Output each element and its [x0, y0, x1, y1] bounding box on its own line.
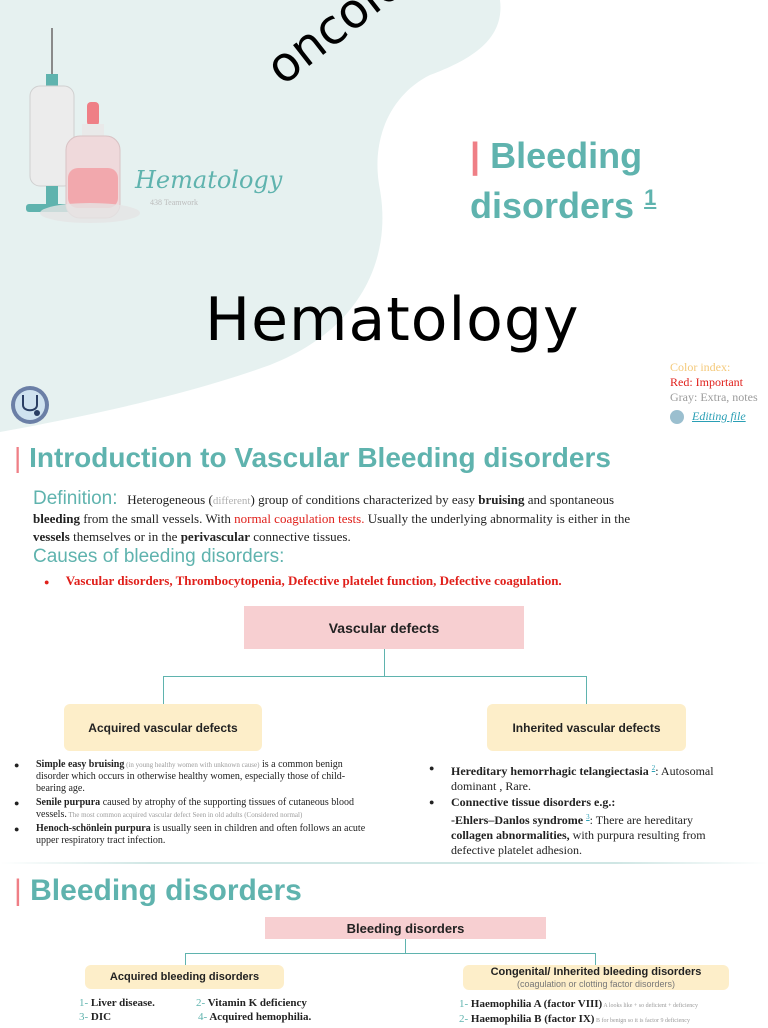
- congenital-subtitle: (coagulation or clotting factor disorders): [516, 978, 676, 989]
- item-text: with purpura resulting from defective platelet adhesion.: [451, 828, 706, 857]
- list-item: [79, 1010, 196, 1024]
- bleeding-heading: [14, 874, 302, 908]
- acquired-list: [6, 759, 372, 847]
- color-index-gray: Gray: Extra, notes: [670, 390, 758, 404]
- bleeding-bar: |: [14, 874, 22, 907]
- def-vessels: vessels: [33, 529, 70, 544]
- handwritten-hematology: Hematology: [205, 285, 580, 355]
- list-item: [6, 797, 372, 821]
- tree-connector: [405, 939, 406, 953]
- causes-text: Vascular disorders, Thrombocytopenia, Defective platelet function, Defective coagulation.: [65, 573, 562, 588]
- item-text: Liver disease.: [90, 997, 155, 1009]
- item-text: caused by atrophy of the supporting tissues of cutaneous blood vessels.: [36, 797, 355, 820]
- item-note: The most common acquired vascular defect Seen in old adults (Considered normal): [66, 811, 303, 819]
- title-line-2: disorders: [470, 185, 635, 226]
- list-item: [196, 996, 307, 1010]
- item-number: 4-: [198, 1011, 208, 1023]
- def-text: Heterogeneous (: [127, 492, 213, 507]
- item-text: is usually seen in children and often follows an acute upper respiratory tract infection.: [36, 823, 366, 846]
- item-note: A looks like + so deficient + deficiency: [602, 1003, 698, 1009]
- bleeding-heading-text: Bleeding disorders: [30, 874, 302, 907]
- definition-paragraph: [33, 490, 733, 546]
- item-text: Vitamin K deficiency: [207, 997, 307, 1009]
- item-text: is a common benign disorder which occurs in otherwise healthy women, especially those of child-bearing age.: [36, 759, 346, 794]
- tree-connector: [163, 676, 164, 704]
- title-footnote-link[interactable]: 1: [644, 185, 657, 210]
- def-text: from the small vessels. With: [79, 511, 235, 526]
- inherited-list: [421, 761, 741, 858]
- editing-file-icon: [670, 410, 684, 424]
- title-line-1: Bleeding: [490, 135, 643, 176]
- list-item: [421, 761, 741, 794]
- item-number: 1-: [79, 997, 89, 1009]
- acquired-vascular-box: Acquired vascular defects: [64, 704, 262, 751]
- causes-item: ● Vascular disorders, Thrombocytopenia, Defective platelet function, Defective coagulation.: [44, 573, 562, 588]
- list-item: [459, 998, 759, 1013]
- intro-heading-text: Introduction to Vascular Bleeding disorders: [29, 442, 611, 473]
- tree-connector: [185, 953, 595, 954]
- congenital-bleeding-box: [463, 965, 729, 990]
- item-text: : There are hereditary: [589, 813, 694, 827]
- color-index: [670, 360, 758, 424]
- tree-connector: [163, 676, 586, 677]
- tree-connector: [384, 649, 385, 676]
- item-bold: Senile purpura: [36, 797, 101, 808]
- item-number: 3-: [79, 1011, 89, 1023]
- list-row: [79, 996, 311, 1010]
- item-text: : Autosomal dominant , Rare.: [451, 764, 714, 793]
- item-number: 1-: [459, 998, 469, 1010]
- item-number: 2-: [196, 997, 206, 1009]
- color-index-heading: Color index:: [670, 360, 731, 374]
- item-text: Haemophilia A (factor VIII): [470, 998, 603, 1010]
- intro-heading: [14, 442, 611, 474]
- syringe-bottle-illustration: [20, 28, 150, 228]
- list-item: [421, 795, 741, 858]
- def-normal-tests: normal coagulation tests.: [234, 511, 365, 526]
- tree-connector: [586, 676, 587, 704]
- def-different: different: [212, 495, 251, 507]
- tree-connector: [595, 953, 596, 965]
- editing-file-link[interactable]: Editing file: [692, 409, 746, 423]
- item-bold: Henoch-schönlein purpura: [36, 823, 151, 834]
- footnote-link[interactable]: 2: [651, 764, 656, 772]
- def-bruising: bruising: [478, 492, 525, 507]
- item-text: Acquired hemophilia.: [209, 1011, 312, 1023]
- acquired-bleeding-box: Acquired bleeding disorders: [85, 965, 284, 989]
- item-note: (in young healthy women with unknown cause): [124, 761, 260, 769]
- logo-text: Hematology: [135, 166, 283, 194]
- inherited-vascular-box: Inherited vascular defects: [487, 704, 686, 751]
- item-bold: collagen abnormalities,: [451, 828, 570, 842]
- causes-heading: Causes of bleeding disorders:: [33, 546, 285, 567]
- item-note: B for benign so it is factor 9 deficiency: [594, 1018, 690, 1024]
- list-item: [459, 1013, 759, 1028]
- item-text: DIC: [90, 1011, 112, 1023]
- definition-label: Definition:: [33, 488, 118, 509]
- congenital-title: Congenital/ Inherited bleeding disorders: [490, 965, 702, 978]
- def-text: and spontaneous: [524, 492, 615, 507]
- stethoscope-icon: [10, 385, 50, 425]
- logo-subtext: 438 Teamwork: [150, 198, 198, 207]
- def-text: ) group of conditions characterized by easy: [250, 492, 479, 507]
- item-bold: -Ehlers–Danlos syndrome: [451, 813, 584, 827]
- item-text: Haemophilia B (factor IX): [470, 1013, 595, 1025]
- footnote-link[interactable]: 3: [586, 813, 590, 821]
- list-row: [79, 1010, 311, 1024]
- def-bleeding: bleeding: [33, 511, 80, 526]
- item-number: 2-: [459, 1013, 469, 1025]
- list-item: [79, 996, 196, 1010]
- item-bold: Hereditary hemorrhagic telangiectasia: [451, 764, 649, 778]
- def-text: connective tissues.: [250, 529, 351, 544]
- cover-title: [470, 135, 656, 227]
- list-item: [196, 1010, 311, 1024]
- item-bold: Connective tissue disorders e.g.:: [451, 795, 616, 809]
- acquired-bleeding-list: [79, 996, 311, 1024]
- def-text: themselves or in the: [69, 529, 181, 544]
- list-item: [6, 823, 372, 847]
- cover-section: [0, 0, 768, 432]
- intro-bar: |: [14, 442, 22, 473]
- color-index-red: Red: Important: [670, 375, 743, 389]
- vascular-defects-box: Vascular defects: [244, 606, 524, 649]
- title-bar: |: [470, 135, 481, 176]
- def-text: Usually the underlying abnormality is either in the: [364, 511, 631, 526]
- section-divider: [0, 862, 768, 864]
- def-perivascular: perivascular: [180, 529, 251, 544]
- bleeding-disorders-box: Bleeding disorders: [265, 917, 546, 939]
- item-bold: Simple easy bruising: [36, 759, 125, 770]
- tree-connector: [185, 953, 186, 965]
- list-item: [6, 759, 372, 795]
